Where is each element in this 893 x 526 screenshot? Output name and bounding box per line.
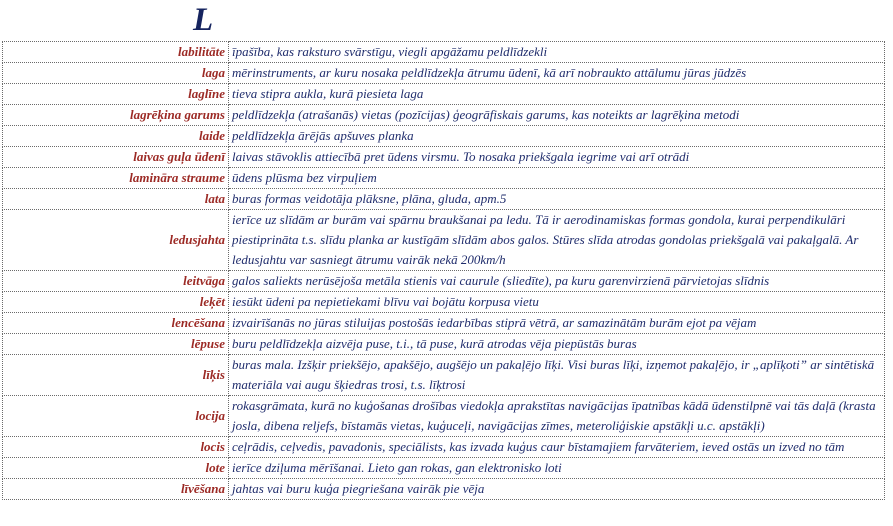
glossary-definition: buras formas veidotāja plāksne, plāna, gluda, apm.5 — [229, 189, 885, 210]
glossary-definition: buras mala. Izšķir priekšējo, apakšējo, augšējo un pakaļējo līķi. Visi buras līķi, izņemot pakaļējo, ir „aplīķoti” ar sintētiskā materiāla vai augu šķiedras trosi, t.s. līķtrosi — [229, 355, 885, 396]
glossary-row — [3, 437, 885, 458]
glossary-row — [3, 355, 885, 396]
glossary-term: ledusjahta — [3, 210, 229, 271]
glossary-definition: iesūkt ūdeni pa nepietiekami blīvu vai bojātu korpusa vietu — [229, 292, 885, 313]
glossary-term: līvēšana — [3, 479, 229, 500]
glossary-row — [3, 313, 885, 334]
glossary-definition: peldlīdzekļa (atrašanās) vietas (pozīcijas) ģeogrāfiskais garums, kas noteikts ar lagrēķina metodi — [229, 105, 885, 126]
glossary-definition: ierīce dziļuma mērīšanai. Lieto gan rokas, gan elektronisko loti — [229, 458, 885, 479]
glossary-definition: ceļrādis, ceļvedis, pavadonis, speciālists, kas izvada kuģus caur bīstamajiem farvāteriem, ieved ostās un izved no tām — [229, 437, 885, 458]
glossary-term: lote — [3, 458, 229, 479]
glossary-definition: tieva stipra aukla, kurā piesieta laga — [229, 84, 885, 105]
glossary-row — [3, 126, 885, 147]
glossary-term: lēpuse — [3, 334, 229, 355]
glossary-term: leķēt — [3, 292, 229, 313]
glossary-row — [3, 189, 885, 210]
glossary-definition: peldlīdzekļa ārējās apšuves planka — [229, 126, 885, 147]
glossary-definition: ūdens plūsma bez virpuļiem — [229, 168, 885, 189]
glossary-row — [3, 105, 885, 126]
glossary-definition: izvairīšanās no jūras stiluijas postošās iedarbības stiprā vētrā, ar samazinātām burām ejot pa vējam — [229, 313, 885, 334]
glossary-definition: galos saliekts nerūsējoša metāla stienis vai caurule (sliedīte), pa kuru garenvirzienā pārvietojas slīdnis — [229, 271, 885, 292]
glossary-term: lencēšana — [3, 313, 229, 334]
glossary-row — [3, 147, 885, 168]
glossary-row — [3, 479, 885, 500]
glossary-rows — [3, 42, 885, 500]
glossary-term: locis — [3, 437, 229, 458]
glossary-row — [3, 42, 885, 63]
section-letter: L — [193, 2, 214, 38]
glossary-term: locija — [3, 396, 229, 437]
glossary-definition: buru peldlīdzekļa aizvēja puse, t.i., tā puse, kurā atrodas vēja piepūstās buras — [229, 334, 885, 355]
glossary-term: laglīne — [3, 84, 229, 105]
glossary-term: lagrēķina garums — [3, 105, 229, 126]
glossary-table — [2, 41, 885, 500]
glossary-term: laivas guļa ūdenī — [3, 147, 229, 168]
glossary-row — [3, 292, 885, 313]
glossary-definition: īpašība, kas raksturo svārstīgu, viegli apgāžamu peldlīdzekli — [229, 42, 885, 63]
glossary-definition: rokasgrāmata, kurā no kuģošanas drošības viedokļa aprakstītas navigācijas īpatnības kādā ūdenstilpnē vai tās daļā (krasta josla, dibena reljefs, bīstamās vietas, kuģuceļi, navigācijas zīmes, meteroliģiskie apstākļi u.c. apstākļi) — [229, 396, 885, 437]
glossary-term: līķis — [3, 355, 229, 396]
glossary-term: lamināra straume — [3, 168, 229, 189]
glossary-term: laide — [3, 126, 229, 147]
glossary-row — [3, 458, 885, 479]
glossary-row — [3, 334, 885, 355]
glossary-definition: ierīce uz slīdām ar burām vai spārnu braukšanai pa ledu. Tā ir aerodinamiskas formas gondola, kurai perpendikulāri piestiprināta t.s. slīdu planka ar kustīgām slīdām abos galos. Stūres slīda atrodas gondolas priekšgalā vai pakaļgalā. Ar ledusjahtu var sasniegt ātrumu vairāk nekā 200km/h — [229, 210, 885, 271]
glossary-row — [3, 63, 885, 84]
glossary-row — [3, 210, 885, 271]
glossary-row — [3, 168, 885, 189]
glossary-row — [3, 271, 885, 292]
glossary-definition: mērinstruments, ar kuru nosaka peldlīdzekļa ātrumu ūdenī, kā arī nobraukto attālumu jūras jūdzēs — [229, 63, 885, 84]
glossary-term: lata — [3, 189, 229, 210]
glossary-row — [3, 84, 885, 105]
glossary-term: labilitāte — [3, 42, 229, 63]
glossary-term: laga — [3, 63, 229, 84]
glossary-definition: jahtas vai buru kuģa piegriešana vairāk pie vēja — [229, 479, 885, 500]
glossary-definition: laivas stāvoklis attiecībā pret ūdens virsmu. To nosaka priekšgala iegrime vai arī otrādi — [229, 147, 885, 168]
glossary-row — [3, 396, 885, 437]
glossary-term: leitvāga — [3, 271, 229, 292]
